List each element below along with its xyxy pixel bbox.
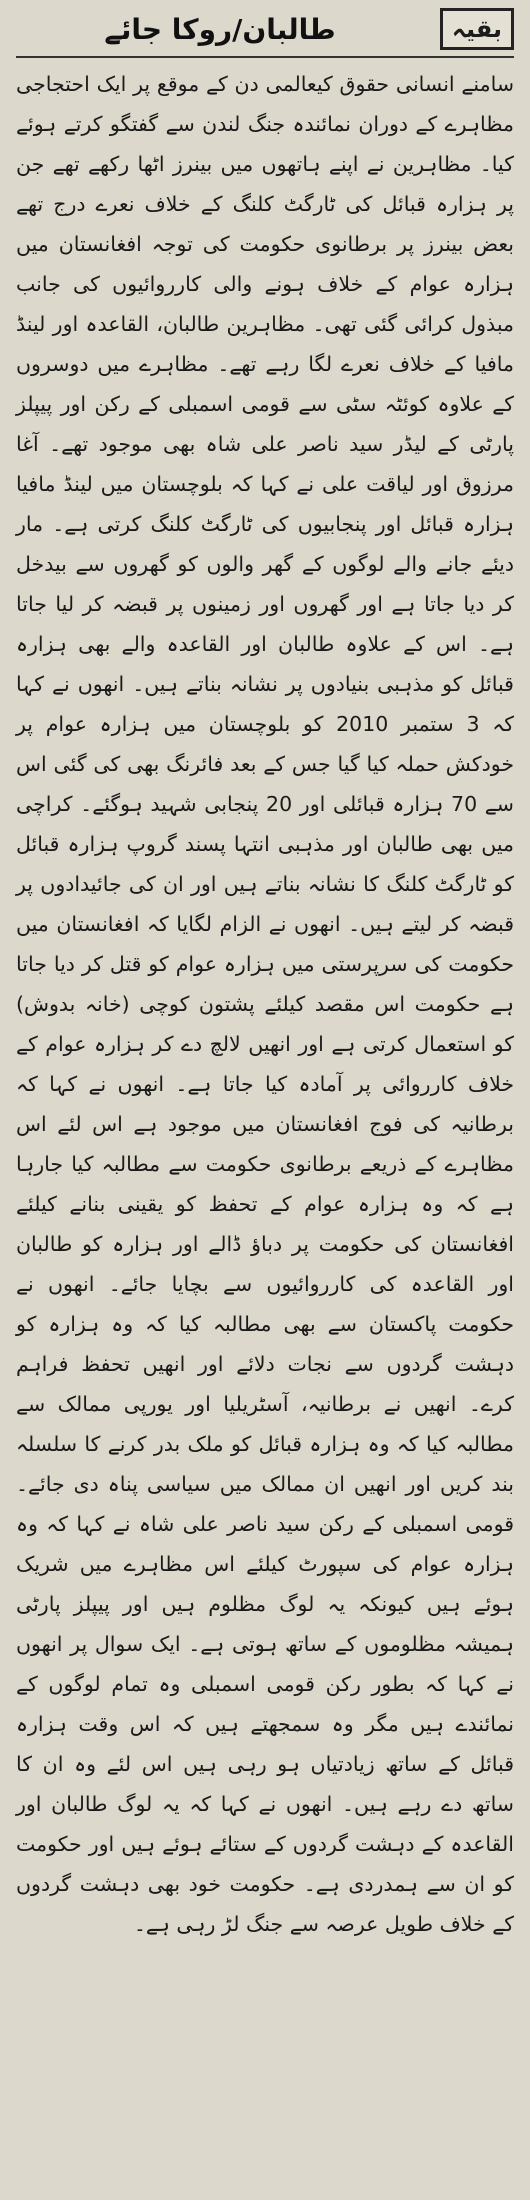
article-header [16,6,514,56]
article-body [16,64,514,1944]
article-paragraph: سامنے انسانی حقوق کیعالمی دن کے موقع پر ایک احتجاجی مظاہرے کے دوران نمائندہ جنگ لندن سے گفتگو کرتے ہوئے کیا۔ مظاہرین نے اپنے ہاتھوں میں بینرز اٹھا رکھے تھے جن پر ہزارہ قبائل کی ٹارگٹ کلنگ کے خلاف نعرے درج تھے بعض بینرز پر برطانوی حکومت کی توجہ افغانستان میں ہزارہ عوام کے خلاف ہونے والی کارروائیوں کی جانب مبذول کرائی گئی تھی۔ مظاہرین طالبان، القاعدہ اور لینڈ مافیا کے خلاف نعرے لگا رہے تھے۔ مظاہرے میں دوسروں کے علاوہ کوئٹہ سٹی سے قومی اسمبلی کے رکن اور پیپلز پارٹی کے لیڈر سید ناصر علی شاہ بھی موجود تھے۔ آغا مرزوق اور لیاقت علی نے کہا کہ بلوچستان میں لینڈ مافیا ہزارہ قبائل اور پنجابیوں کی ٹارگٹ کلنگ کرتی ہے۔ مار دیئے جانے والے لوگوں کے گھر والوں کو گھروں سے بیدخل کر دیا جاتا ہے اور گھروں اور زمینوں پر قبضہ کر لیا جاتا ہے۔ اس کے علاوہ طالبان اور القاعدہ والے بھی ہزارہ قبائل کو مذہبی بنیادوں پر نشانہ بناتے ہیں۔ انھوں نے کہا کہ 3 ستمبر 2010 کو بلوچستان میں ہزارہ عوام پر خودکش حملہ کیا گیا جس کے بعد فائرنگ بھی کی گئی اس سے 70 ہزارہ قبائلی اور 20 پنجابی شہید ہوگئے۔ کراچی میں بھی طالبان اور مذہبی انتہا پسند گروپ ہزارہ قبائل کو ٹارگٹ کلنگ کا نشانہ بناتے ہیں اور ان کی جائیدادوں پر قبضہ کر لیتے ہیں۔ انھوں نے الزام لگایا کہ افغانستان میں حکومت کی سرپرستی میں ہزارہ عوام کو قتل کر دیا جاتا ہے حکومت اس مقصد کیلئے پشتون کوچی (خانہ بدوش) کو استعمال کرتی ہے اور انھیں لالچ دے کر ہزارہ عوام کے خلاف کارروائی پر آمادہ کیا جاتا ہے۔ انھوں نے کہا کہ برطانیہ کی فوج افغانستان میں موجود ہے اس لئے اس مظاہرے کے ذریعے برطانوی حکومت سے مطالبہ کیا جارہا ہے کہ وہ ہزارہ عوام کے تحفظ کو یقینی بنانے کیلئے افغانستان کی حکومت پر دباؤ ڈالے اور ہزارہ کو طالبان اور القاعدہ کی کارروائیوں سے بچایا جائے۔ انھوں نے حکومت پاکستان سے بھی مطالبہ کیا کہ وہ ہزارہ کو دہشت گردوں سے نجات دلائے اور انھیں تحفظ فراہم کرے۔ انھیں نے برطانیہ، آسٹریلیا اور یورپی ممالک سے مطالبہ کیا کہ وہ ہزارہ قبائل کو ملک بدر کرنے کا سلسلہ بند کریں اور انھیں ان ممالک میں سیاسی پناہ دی جائے۔ قومی اسمبلی کے رکن سید ناصر علی شاہ نے کہا کہ وہ ہزارہ عوام کی سپورٹ کیلئے اس مظاہرے میں شریک ہوئے ہیں کیونکہ یہ لوگ مظلوم ہیں اور پیپلز پارٹی ہمیشہ مظلوموں کے ساتھ ہوتی ہے۔ ایک سوال پر انھوں نے کہا کہ بطور رکن قومی اسمبلی وہ تمام لوگوں کے نمائندے ہیں مگر وہ سمجھتے ہیں کہ اس وقت ہزارہ قبائل کے ساتھ زیادتیاں ہو رہی ہیں اس لئے وہ ان کا ساتھ دے رہے ہیں۔ انھوں نے کہا کہ یہ لوگ طالبان اور القاعدہ کے دہشت گردوں کے ستائے ہوئے ہیں اور حکومت کو ان سے ہمدردی ہے۔ حکومت خود بھی دہشت گردوں کے خلاف طویل عرصہ سے جنگ لڑ رہی ہے۔ [16,72,514,1936]
continued-tag: بقیہ [440,8,514,50]
header-divider [16,56,514,58]
headline: طالبان/روکا جائے [104,12,336,46]
